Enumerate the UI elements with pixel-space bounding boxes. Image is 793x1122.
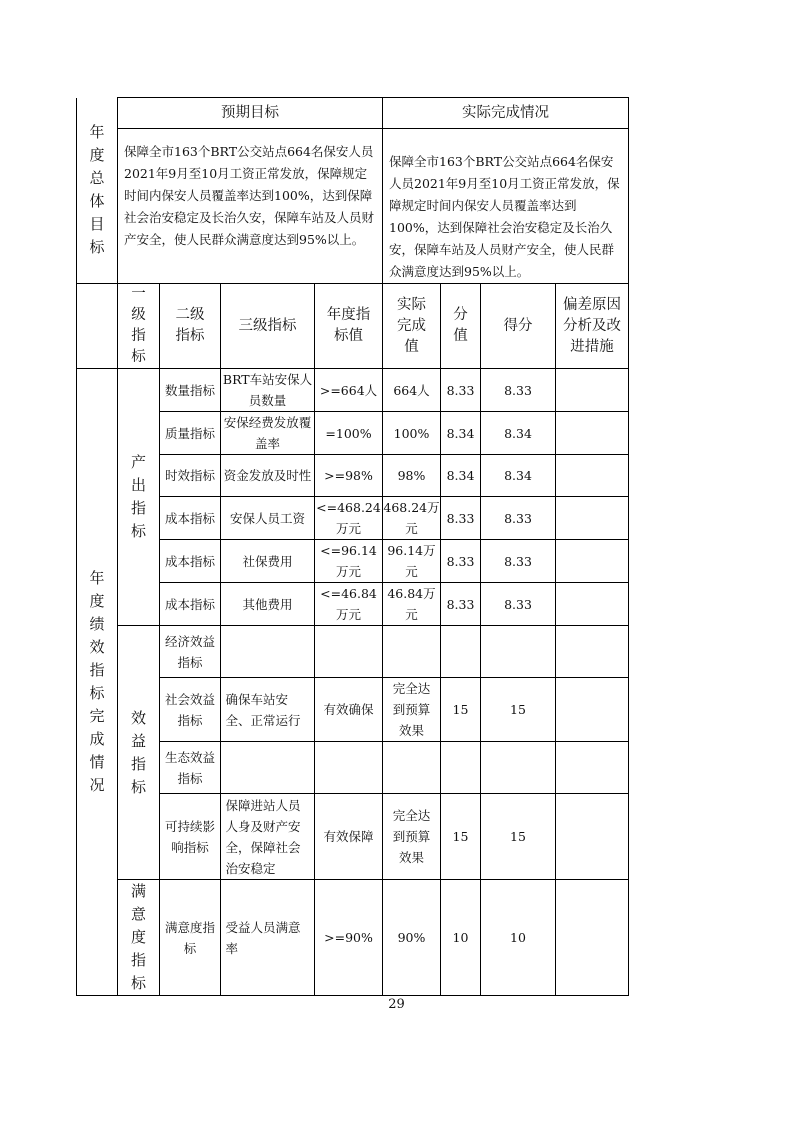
score-cell: 8.34	[481, 455, 556, 497]
level3-cell: 受益人员满意率	[221, 880, 315, 996]
level2-header: 二级指标	[160, 284, 221, 369]
level2-cell: 经济效益指标	[160, 626, 221, 678]
target-cell: >=90%	[315, 880, 383, 996]
weight-cell	[441, 626, 481, 678]
blank-header-cell	[77, 284, 118, 369]
table-row	[77, 742, 629, 794]
level3-cell: 资金发放及时性	[221, 455, 315, 497]
table-row	[77, 455, 629, 497]
target-cell: <=46.84万元	[315, 583, 383, 626]
actual-cell: 664人	[383, 369, 441, 412]
target-header: 年度指标值	[315, 284, 383, 369]
level2-cell: 满意度指标	[160, 880, 221, 996]
level3-cell: 保障进站人员人身及财产安全，保障社会治安稳定	[221, 794, 315, 880]
table-row	[77, 794, 629, 880]
score-header: 得分	[481, 284, 556, 369]
score-cell: 8.33	[481, 369, 556, 412]
target-cell: >=664人	[315, 369, 383, 412]
score-cell: 8.33	[481, 497, 556, 540]
score-cell: 8.34	[481, 412, 556, 455]
table-row	[77, 678, 629, 742]
weight-cell	[441, 742, 481, 794]
section-label: 年度绩效指标完成情况	[89, 569, 105, 794]
level3-cell	[221, 742, 315, 794]
satisfaction-group-label: 满意度指标	[130, 882, 146, 992]
table-row	[77, 583, 629, 626]
actual-completion-text: 保障全市163个BRT公交站点664名保安人员2021年9月至10月工资正常发放，保障规定时间内保安人员覆盖率达到100%，达到保障社会治安稳定及长治久安，保障车站及人员财产安全，使人民群众满意度达到95%以上。	[383, 129, 629, 284]
performance-table	[76, 97, 629, 996]
weight-cell: 8.34	[441, 455, 481, 497]
table-row	[77, 369, 629, 412]
score-cell: 8.33	[481, 583, 556, 626]
weight-cell: 15	[441, 794, 481, 880]
level2-cell: 可持续影响指标	[160, 794, 221, 880]
weight-cell: 8.33	[441, 369, 481, 412]
expected-goal-header: 预期目标	[118, 98, 383, 129]
weight-cell: 8.34	[441, 412, 481, 455]
weight-cell: 8.33	[441, 540, 481, 583]
weight-cell: 8.33	[441, 583, 481, 626]
level3-cell: 安保经费发放覆盖率	[221, 412, 315, 455]
target-cell: =100%	[315, 412, 383, 455]
benefit-group-label: 效益指标	[130, 708, 146, 796]
actual-cell: 90%	[383, 880, 441, 996]
score-cell	[481, 626, 556, 678]
deviation-cell	[556, 626, 629, 678]
actual-cell: 46.84万元	[383, 583, 441, 626]
level3-cell: 确保车站安全、正常运行	[221, 678, 315, 742]
actual-cell: 完全达到预算效果	[383, 678, 441, 742]
level2-cell: 时效指标	[160, 455, 221, 497]
output-group-cell	[118, 369, 160, 626]
annual-goal-label-cell	[77, 98, 118, 284]
level3-cell: 安保人员工资	[221, 497, 315, 540]
actual-cell	[383, 626, 441, 678]
output-group-label: 产出指标	[130, 453, 146, 540]
weight-header: 分值	[441, 284, 481, 369]
page-number: 29	[388, 997, 405, 1012]
score-cell: 8.33	[481, 540, 556, 583]
deviation-cell	[556, 742, 629, 794]
level3-cell: 社保费用	[221, 540, 315, 583]
actual-cell: 100%	[383, 412, 441, 455]
level2-cell: 成本指标	[160, 583, 221, 626]
level3-cell: BRT车站安保人员数量	[221, 369, 315, 412]
target-cell	[315, 742, 383, 794]
deviation-header: 偏差原因分析及改进措施	[556, 284, 629, 369]
target-cell: >=98%	[315, 455, 383, 497]
actual-cell: 468.24万元	[383, 497, 441, 540]
actual-cell: 完全达到预算效果	[383, 794, 441, 880]
deviation-cell	[556, 455, 629, 497]
level2-cell: 成本指标	[160, 497, 221, 540]
score-cell: 15	[481, 678, 556, 742]
target-cell: <=96.14万元	[315, 540, 383, 583]
level3-header: 三级指标	[221, 284, 315, 369]
actual-cell	[383, 742, 441, 794]
level2-cell: 质量指标	[160, 412, 221, 455]
level1-header: 一级指标	[118, 284, 160, 369]
deviation-cell	[556, 880, 629, 996]
benefit-group-cell	[118, 626, 160, 880]
table-row	[77, 412, 629, 455]
score-cell: 15	[481, 794, 556, 880]
deviation-cell	[556, 583, 629, 626]
score-cell: 10	[481, 880, 556, 996]
deviation-cell	[556, 540, 629, 583]
table-row	[77, 626, 629, 678]
deviation-cell	[556, 497, 629, 540]
table-row	[77, 497, 629, 540]
target-cell	[315, 626, 383, 678]
weight-cell: 10	[441, 880, 481, 996]
actual-header: 实际完成值	[383, 284, 441, 369]
level3-cell: 其他费用	[221, 583, 315, 626]
deviation-cell	[556, 412, 629, 455]
target-cell: 有效确保	[315, 678, 383, 742]
weight-cell: 8.33	[441, 497, 481, 540]
section-label-cell	[77, 369, 118, 996]
target-cell: 有效保障	[315, 794, 383, 880]
satisfaction-group-cell	[118, 880, 160, 996]
deviation-cell	[556, 678, 629, 742]
level2-cell: 成本指标	[160, 540, 221, 583]
actual-cell: 96.14万元	[383, 540, 441, 583]
score-cell	[481, 742, 556, 794]
deviation-cell	[556, 794, 629, 880]
table-row	[77, 880, 629, 996]
annual-goal-label: 年度总体目标	[89, 123, 105, 257]
deviation-cell	[556, 369, 629, 412]
level2-cell: 数量指标	[160, 369, 221, 412]
table-row	[77, 540, 629, 583]
expected-goal-text: 保障全市163个BRT公交站点664名保安人员2021年9月至10月工资正常发放，保障规定时间内保安人员覆盖率达到100%，达到保障社会治安稳定及长治久安，保障车站及人员财产安全，使人民群众满意度达到95%以上。	[118, 129, 383, 284]
level2-cell: 社会效益指标	[160, 678, 221, 742]
weight-cell: 15	[441, 678, 481, 742]
target-cell: <=468.24万元	[315, 497, 383, 540]
level3-cell	[221, 626, 315, 678]
actual-cell: 98%	[383, 455, 441, 497]
level2-cell: 生态效益指标	[160, 742, 221, 794]
actual-completion-header: 实际完成情况	[383, 98, 629, 129]
